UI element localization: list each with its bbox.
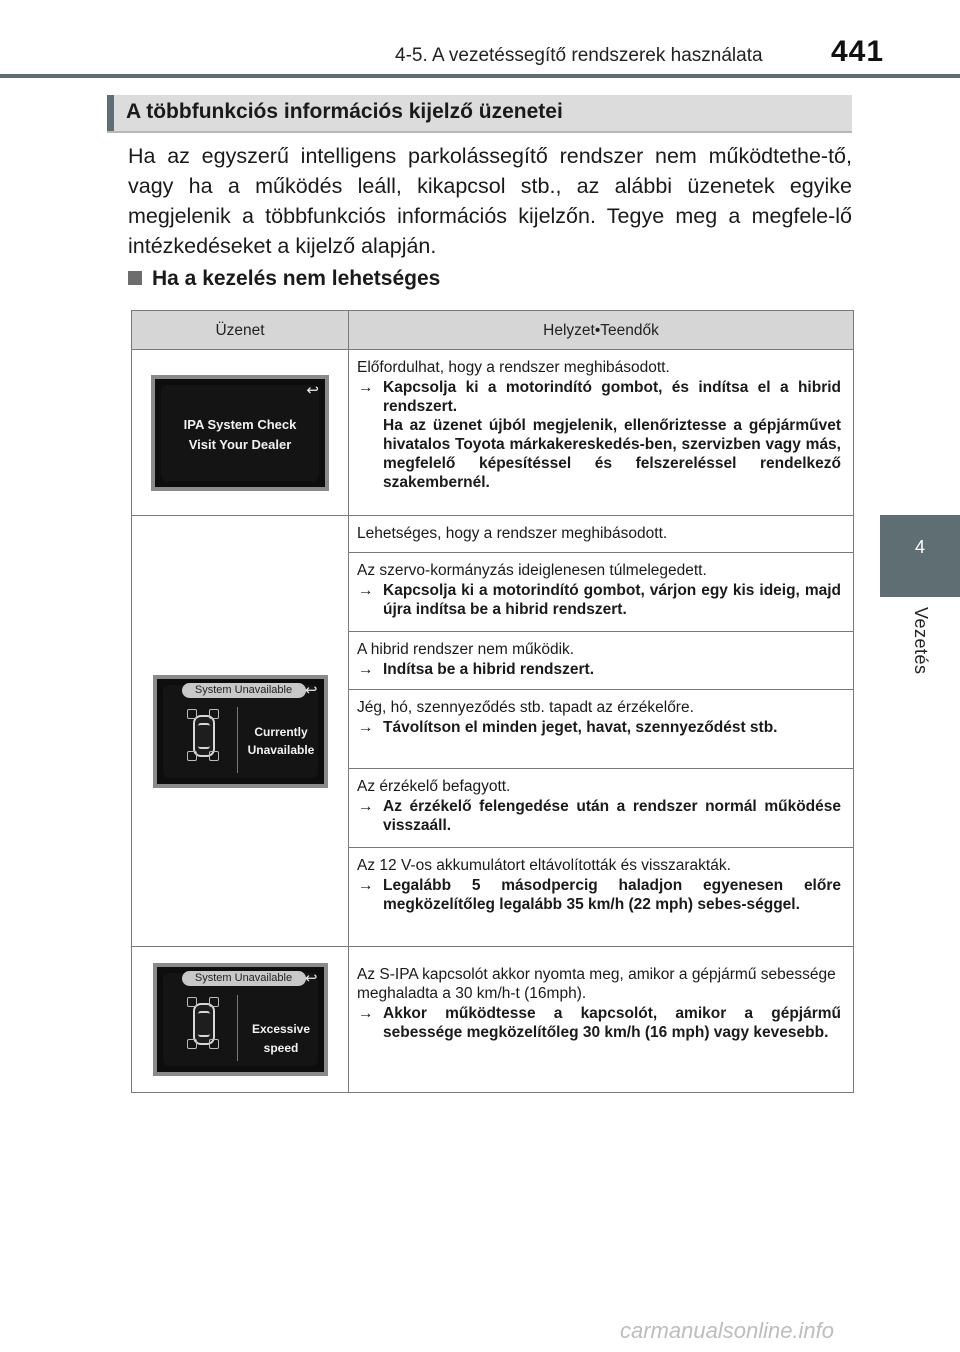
- action-item: [357, 876, 841, 914]
- action-text: [383, 378, 841, 492]
- action-item: [357, 797, 841, 835]
- situation-text: Az érzékelő befagyott.: [357, 778, 511, 795]
- arrow-icon: →: [358, 379, 374, 396]
- display-screen-excessive-speed: [153, 963, 328, 1076]
- section-heading-bar: [107, 95, 114, 131]
- situation-cell: [349, 632, 854, 690]
- situation-cell: [349, 516, 854, 553]
- message-image-cell: [132, 516, 349, 947]
- arrow-icon: →: [358, 798, 374, 815]
- situation-text: Lehetséges, hogy a rendszer meghibásodott.: [357, 525, 668, 542]
- display-screen-ipa-check: [151, 375, 329, 491]
- chapter-title: 4-5. A vezetéssegítő rendszerek használata: [395, 45, 763, 66]
- situation-cell: [349, 553, 854, 632]
- table-header-row: [132, 311, 854, 350]
- table-row: [132, 947, 854, 1093]
- table-row: [132, 516, 854, 553]
- action-text: Legalább 5 másodpercig haladjon egyenesen előre megközelítőleg legalább 35 km/h (22 mph) sebes-séggel.: [383, 877, 841, 913]
- column-header-situation: Helyzet•Teendők: [349, 311, 854, 350]
- sensor-icon: [187, 751, 197, 761]
- action-text: Távolítson el minden jeget, havat, szennyeződést stb.: [383, 719, 778, 736]
- sensor-icon: [187, 1039, 197, 1049]
- back-icon: ↩: [306, 381, 319, 399]
- situation-cell: [349, 350, 854, 516]
- action-item: [357, 1004, 841, 1042]
- arrow-icon: →: [358, 877, 374, 894]
- situation-text: Az szervo-kormányzás ideiglenesen túlmelegedett.: [357, 562, 707, 579]
- subheading: [128, 267, 440, 291]
- status-pill: System Unavailable: [182, 971, 306, 986]
- arrow-icon: →: [358, 1005, 374, 1022]
- header-rule: [0, 74, 960, 78]
- arrow-icon: →: [358, 719, 374, 736]
- chapter-tab-label: Vezetés: [911, 607, 931, 675]
- sensor-icon: [209, 709, 219, 719]
- sensor-icon: [209, 997, 219, 1007]
- sensor-icon: [209, 751, 219, 761]
- situation-cell: [349, 848, 854, 947]
- action-text: Kapcsolja ki a motorindító gombot, várjon egy kis ideig, majd újra indítsa be a hibrid rendszert.: [383, 582, 841, 618]
- display-screen-unavailable: [153, 675, 328, 788]
- situation-cell: [349, 690, 854, 769]
- screen-right-line-1: Currently: [254, 724, 308, 739]
- screen-right-line-1: Excessive speed: [251, 1022, 311, 1055]
- action-text: Akkor működtesse a kapcsolót, amikor a gépjármű sebessége megközelítőleg 30 km/h (16 mph) vagy kevesebb.: [383, 1005, 841, 1041]
- message-table: [131, 310, 854, 1093]
- chapter-tab: [880, 515, 960, 597]
- status-pill: System Unavailable: [182, 683, 306, 698]
- screen-divider: [237, 995, 238, 1061]
- screen-right-line-2: Unavailable: [247, 742, 315, 757]
- column-header-message: Üzenet: [132, 311, 349, 350]
- section-title: A többfunkciós információs kijelző üzenetei: [126, 100, 563, 123]
- action-item: [357, 718, 841, 737]
- action-item: [357, 660, 841, 679]
- arrow-icon: →: [358, 582, 374, 599]
- action-text-1: Kapcsolja ki a motorindító gombot, és indítsa el a hibrid rendszert.: [383, 379, 841, 415]
- page-number: 441: [831, 35, 885, 68]
- situation-cell: [349, 769, 854, 848]
- subheading-text: Ha a kezelés nem lehetséges: [152, 267, 441, 290]
- action-item: [357, 378, 841, 492]
- intro-paragraph: Ha az egyszerű intelligens parkolássegítő rendszer nem működtethe-tő, vagy ha a működés leáll, kikapcsol stb., az alábbi üzenetek egyike megjelenik a többfunkciós információs kijelzőn. Tegye meg a megfele-lő intézkedéseket a kijelző alapján.: [128, 144, 852, 258]
- situation-text: Az S-IPA kapcsolót akkor nyomta meg, amikor a gépjármű sebessége meghaladta a 30 km/h-t (16mph).: [357, 966, 836, 1002]
- back-icon: ↩: [304, 970, 318, 987]
- situation-text: Az 12 V-os akkumulátort eltávolították és visszarakták.: [357, 857, 731, 874]
- action-text: Az érzékelő felengedése után a rendszer normál működése visszaáll.: [383, 798, 841, 834]
- situation-cell: [349, 947, 854, 1093]
- square-bullet-icon: [128, 271, 142, 285]
- action-text-2: Ha az üzenet újból megjelenik, ellenőriztesse a gépjárművet hivatalos Toyota márkakereskedés-ben, szervizben vagy más, megfelelő képesítéssel és felszereléssel rendelkező szakembernél.: [383, 417, 841, 491]
- sensor-icon: [187, 709, 197, 719]
- screen-line-2: Visit Your Dealer: [188, 436, 292, 452]
- section-heading: [107, 95, 852, 133]
- back-icon: ↩: [304, 681, 318, 699]
- situation-text: Jég, hó, szennyeződés stb. tapadt az érzékelőre.: [357, 699, 694, 716]
- arrow-icon: →: [358, 661, 374, 678]
- watermark: carmanualsonline.info: [620, 1318, 835, 1343]
- action-item: [357, 581, 841, 619]
- sensor-icon: [209, 1039, 219, 1049]
- message-image-cell: [132, 350, 349, 516]
- screen-line-1: IPA System Check: [183, 416, 297, 432]
- situation-text: A hibrid rendszer nem működik.: [357, 641, 575, 658]
- chapter-tab-number: 4: [914, 537, 925, 557]
- screen-divider: [237, 707, 238, 773]
- action-text: Indítsa be a hibrid rendszert.: [383, 661, 595, 678]
- message-image-cell: [132, 947, 349, 1093]
- situation-text: Előfordulhat, hogy a rendszer meghibásodott.: [357, 359, 670, 376]
- table-row: [132, 350, 854, 516]
- sensor-icon: [187, 997, 197, 1007]
